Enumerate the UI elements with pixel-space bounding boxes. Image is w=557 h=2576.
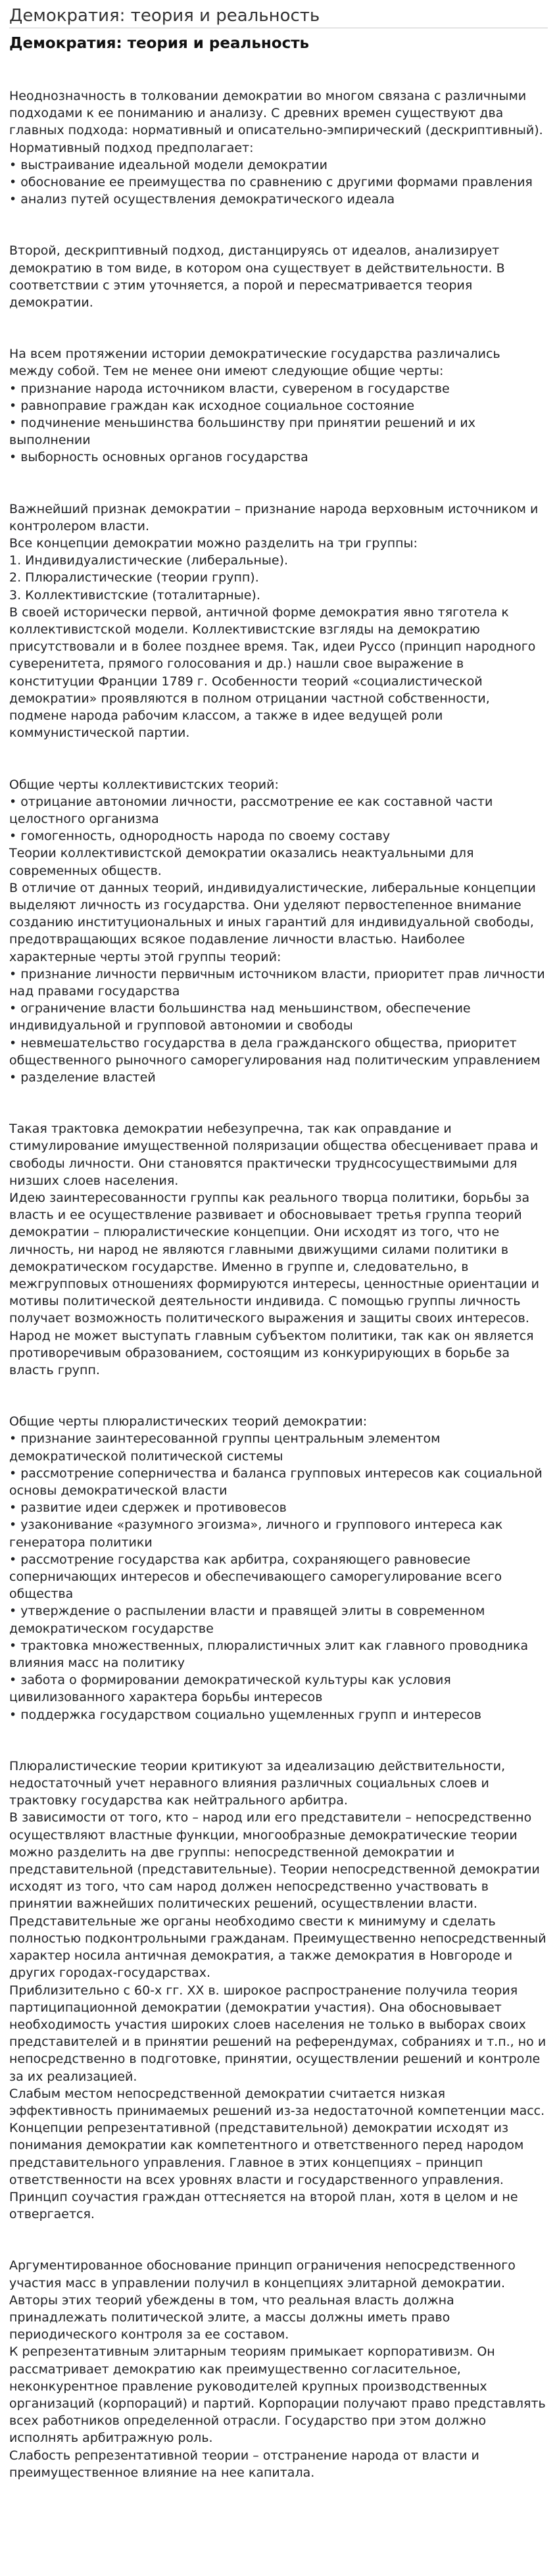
paragraph-concept-groups: Важнейший признак демократии – признание народа верховным источником и контролером власти. Все концепции демократии можно разделить на три группы: 1. Индивидуалистические (либеральные). 2. Плюралистические (теории групп). 3. Коллективистские (тоталитарные). В своей исторически первой, античной форме демократия явно тяготела к коллективистской модели. Коллективистские взгляды на демократию присутствовали и в более позднее время. Так, идеи Руссо (принцип народного суверенитета, прямого голосования и др.) нашли свое выражение в конституции Франции 1789 г. Особенности теорий «социалистической демократии» проявляются в полном отрицании частной собственности, подмене народа рабочим классом, а также в идее ведущей роли коммунистической партии. [9, 501, 539, 741]
page-title-bar: Демократия: теория и реальность [9, 5, 548, 28]
paragraph-collectivist-liberal: Общие черты коллективистских теорий: • отрицание автономии личности, рассмотрение ее как составной части целостного организма • гомогенность, однородность народа по своему составу Теории коллективистской демократии оказались неактуальными для современных обществ. В отличие от данных теорий, индивидуалистические, либеральные концепции выделяют личность из государства. Они уделяют первостепенное внимание созданию институциональных и иных гарантий для индивидуальной свободы, предотвращающих всякое подавление личности властью. Наиболее характерные черты этой группы теорий: • признание личности первичным источником власти, приоритет прав личности над правами государства • ограничение власти большинства над меньшинством, обеспечение индивидуальной и групповой автономии и свободы • невмешательство государства в дела гражданского общества, приоритет общественного рыночного саморегулирования над политическим управлением • разделение властей [9, 777, 545, 1085]
paragraph-descriptive: Второй, дескриптивный подход, дистанцируясь от идеалов, анализирует демократию в том виде, в котором она существует в действительности. В соответствии с этим уточняется, а порой и пересматривается теория демократии. [9, 243, 505, 310]
paragraph-common-features: На всем протяжении истории демократические государства различались между собой. Тем не менее они имеют следующие общие черты: • признание народа источником власти, сувереном в государстве • равноправие граждан как исходное социальное состояние • подчинение меньшинства большинству при принятии решений и их выполнении • выборность основных органов государства [9, 347, 500, 465]
article-heading: Демократия: теория и реальность [9, 35, 310, 52]
paragraph-direct-representative: Плюралистические теории критикуют за идеализацию действительности, недостаточный учет неравного влияния различных социальных слоев и трактовку государства как нейтрального арбитра. В зависимости от того, кто – народ или его представители – непосредственно осуществляют властные функции, многообразные демократические теории можно разделить на две группы: непосредственной демократии и представительной (представительные). Теории непосредственной демократии исходят из того, что сам народ должен непосредственно участвовать в принятии важнейших политических решений, осуществлении власти. Представительные же органы необходимо свести к минимуму и сделать полностью подконтрольными гражданам. Преимущественно непосредственный характер носила античная демократия, а также демократия в Новгороде и других городах-государствах. Приблизительно с 60-х гг. XX в. широкое распространение получила теория партиципационной демократии (демократии участия). Она обосновывает необходимость участия широких слоев населения не только в выборах своих представителей и в принятии решений на референдумах, собраниях и т.п., но и непосредственно в подготовке, принятии, осуществлении решений и контроле за их реализацией. Слабым местом непосредственной демократии считается низкая эффективность принимаемых решений из-за недостаточной компетенции масс. Концепции репрезентативной (представительной) демократии исходят из понимания демократии как компетентного и ответственного перед народом представительного управления. Главное в этих концепциях – принцип ответственности на всех уровнях власти и государственного управления. Принцип соучастия граждан оттесняется на второй план, хотя в целом и не отвергается. [9, 1758, 546, 2222]
paragraph-pluralist-features: Общие черты плюралистических теорий демократии: • признание заинтересованной группы центральным элементом демократической политической системы • рассмотрение соперничества и баланса групповых интересов как социальной основы демократической власти • развитие идеи сдержек и противовесов • узаконивание «разумного эгоизма», личного и группового интереса как генератора политики • рассмотрение государства как арбитра, сохраняющего равновесие соперничающих интересов и обеспечивающего саморегулирование всего общества • утверждение о распылении власти и правящей элиты в современном демократическом государстве • трактовка множественных, плюралистичных элит как главного проводника влияния масс на политику • забота о формировании демократической культуры как условия цивилизованного характера борьбы интересов • поддержка государством социально ущемленных групп и интересов [9, 1414, 543, 1722]
paragraph-approaches: Неоднозначность в толковании демократии во многом связана с различными подходами к ее пониманию и анализу. С древних времен существуют два главных подхода: нормативный и описательно-эмпирический (дескриптивный). Нормативный подход предполагает: • выстраивание идеальной модели демократии • обоснование ее преимущества по сравнению с другими формами правления • анализ путей осуществления демократического идеала [9, 89, 543, 207]
paragraph-pluralist-intro: Такая трактовка демократии небезупречна, так как оправдание и стимулирование имущественной поляризации общества обесценивает права и свободы личности. Они становятся практически труднсосуществимыми для низших слоев населения. Идею заинтересованности группы как реального творца политики, борьбы за власть и ее осуществление развивает и обосновывает третья группа теорий демократии – плюралистические концепции. Они исходят из того, что не личность, ни народ не являются главными движущими силами политики в демократическом государстве. Именно в группе и, следовательно, в межгрупповых отношениях формируются интересы, ценностные ориентации и мотивы политической деятельности индивида. С помощью группы личность получает возможность политического выражения и защиты своих интересов. Народ не может выступать главным субъектом политики, так как он является противоречивым образованием, состоящим из конкурирующих в борьбе за власть групп. [9, 1122, 540, 1377]
paragraph-elitist: Аргументированное обоснование принцип ограничения непосредственного участия масс в управлении получил в концепциях элитарной демократии. Авторы этих теорий убеждены в том, что реальная власть должна принадлежать политической элите, а массы должны иметь право периодического контроля за ее составом. К репрезентативным элитарным теориям примыкает корпоративизм. Он рассматривает демократию как преимущественно согласительное, неконкурентное правление руководителей крупных производственных организаций (корпораций) и партий. Корпорации получают право представлять всех работников определенной отрасли. Государство при этом должно исполнять арбитражную роль. Слабость репрезентативной теории – отстранение народа от власти и преимущественное влияние на нее капитала. [9, 2258, 546, 2480]
